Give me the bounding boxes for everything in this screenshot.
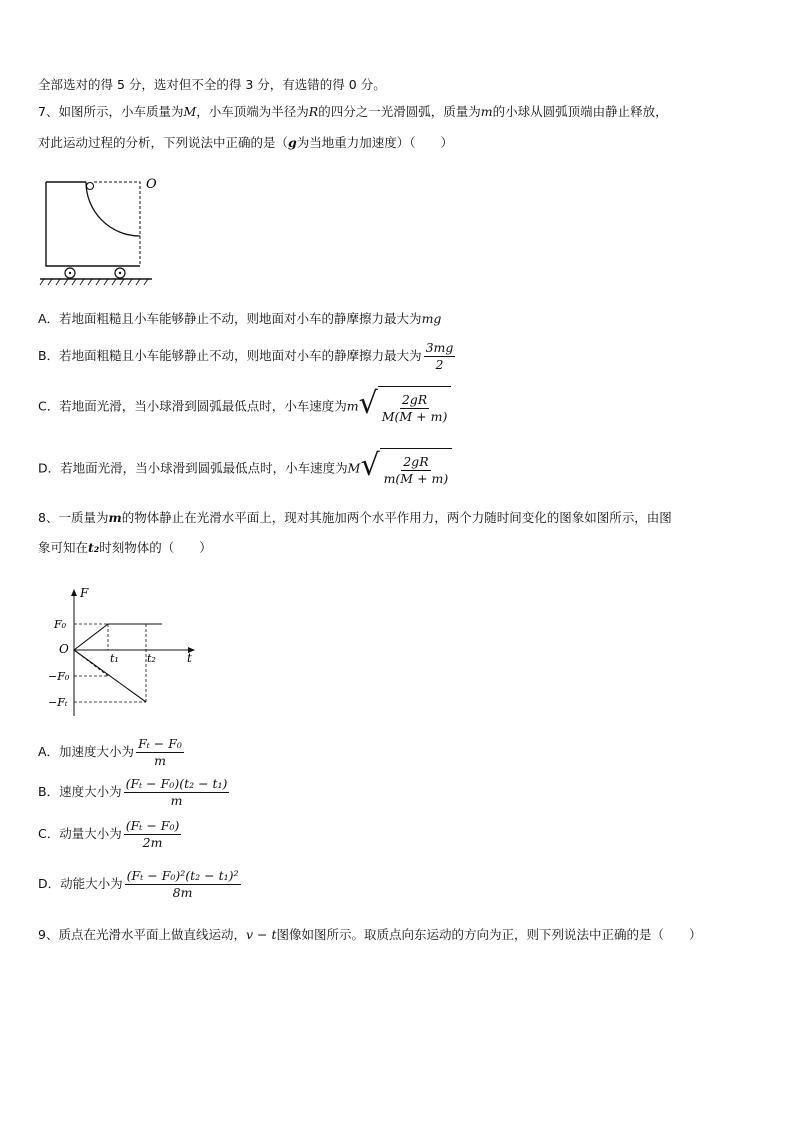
q8-var-m: m	[108, 510, 122, 525]
q8-origin-O: O	[59, 642, 69, 656]
q7-line2-b: 为当地重力加速度）（ ）	[296, 135, 454, 150]
q8-axis-F: F	[80, 586, 89, 600]
q7-line1-b: ，小车顶端为半径为	[196, 104, 309, 119]
q8-option-b-num: (Fₜ − F₀)(t₂ − t₁)	[125, 776, 228, 791]
q7-option-b-den: 2	[435, 357, 444, 372]
q7-option-c-num: 2gR	[401, 392, 428, 407]
q9-text-a: 9、质点在光滑水平面上做直线运动，	[38, 927, 246, 942]
q9-text-b: 图像如图所示。取质点向东运动的方向为正，则下列说法中正确的是（ ）	[276, 927, 702, 942]
q8-line1-a: 8、一质量为	[38, 510, 109, 525]
q7-option-c-coef: m	[346, 398, 359, 414]
intro-text: 全部选对的得 5 分，选对但不全的得 3 分，有选错的得 0 分。	[38, 77, 386, 92]
q8-option-a-text: A．加速度大小为	[38, 744, 135, 759]
q7-option-a-text: A．若地面粗糙且小车能够静止不动，则地面对小车的静摩擦力最大为	[38, 311, 422, 326]
q8-line2-b: 时刻物体的（ ）	[99, 540, 212, 555]
q8-option-d-den: 8m	[172, 885, 193, 900]
q7-option-d-coef: M	[347, 460, 361, 476]
q7-line2-a: 对此运动过程的分析，下列说法中正确的是（	[38, 135, 289, 150]
q8-line1-b: 的物体静止在光滑水平面上，现对其施加两个水平作用力，两个力随时间变化的图象如图所示，由图	[121, 510, 672, 525]
q7-fig-label-O: O	[146, 177, 157, 192]
q8-option-c	[38, 816, 183, 852]
q8-label-negF0: −F₀	[48, 670, 70, 683]
q7-option-d: D．若地面光滑，当小球滑到圆弧最低点时，小车速度为M √ $\frac{2gR}{m(M + m)}$	[38, 448, 452, 490]
q8-option-a-den: m	[154, 753, 166, 768]
q8-option-d	[38, 866, 243, 902]
q7-stem-line2	[38, 134, 453, 152]
q7-stem-line1	[38, 103, 668, 121]
q8-option-b-den: m	[170, 793, 183, 808]
q7-option-d-den: m(M + m)	[383, 471, 449, 486]
q8-axis-t: t	[187, 651, 192, 665]
q8-label-t1: t₁	[110, 652, 119, 665]
q7-option-b	[38, 338, 457, 374]
q7-option-a	[38, 310, 441, 328]
q8-label-negFt: −Fₜ	[48, 696, 68, 709]
q7-var-R: R	[308, 104, 319, 119]
q8-stem-line1	[38, 509, 672, 527]
q8-option-c-text: C．动量大小为	[38, 826, 122, 841]
q8-option-b	[38, 774, 231, 810]
q9-var-vt: v − t	[245, 927, 277, 942]
q7-var-m: m	[480, 104, 493, 119]
q8-option-a-num: Fₜ − F₀	[138, 736, 182, 751]
q7-option-d-text: D．若地面光滑，当小球滑到圆弧最低点时，小车速度为	[38, 460, 348, 476]
q7-option-c-text: C．若地面光滑，当小球滑到圆弧最低点时，小车速度为	[38, 398, 347, 414]
q7-line1-c: 的四分之一光滑圆弧，质量为	[318, 104, 481, 119]
q8-option-b-text: B．速度大小为	[38, 784, 122, 799]
q8-stem-line2	[38, 539, 212, 557]
q8-option-d-num: (Fₜ − F₀)²(t₂ − t₁)²	[126, 868, 239, 883]
q8-option-c-den: 2m	[142, 835, 163, 850]
ball-icon	[87, 183, 94, 190]
q7-option-c-den: M(M + m)	[381, 409, 448, 424]
q7-var-g: g	[288, 135, 297, 150]
q8-option-d-text: D．动能大小为	[38, 876, 123, 891]
q7-option-c: C．若地面光滑，当小球滑到圆弧最低点时，小车速度为m √ $\frac{2gR}{M(M + m)}$	[38, 386, 451, 428]
q8-option-a	[38, 734, 186, 770]
q8-line2-a: 象可知在	[38, 540, 89, 555]
q7-line1-d: 的小球从圆弧顶端由静止释放，	[492, 104, 668, 119]
q7-line1-a: 7、如图所示，小车质量为	[38, 104, 184, 119]
q8-var-t2: t₂	[88, 540, 100, 555]
q7-option-a-value: mg	[421, 311, 442, 326]
q8-force-time-graph	[44, 584, 204, 722]
q7-option-b-text: B．若地面粗糙且小车能够静止不动，则地面对小车的静摩擦力最大为	[38, 348, 422, 363]
q8-option-c-num: (Fₜ − F₀)	[125, 818, 180, 833]
q8-label-t2: t₂	[147, 652, 156, 665]
q7-var-M: M	[183, 104, 197, 119]
q8-label-F0: F₀	[54, 618, 67, 631]
q7-option-d-num: 2gR	[403, 454, 429, 469]
q7-cart-figure	[36, 170, 176, 288]
q7-option-b-num: 3mg	[425, 340, 454, 355]
q9-stem	[38, 926, 702, 944]
